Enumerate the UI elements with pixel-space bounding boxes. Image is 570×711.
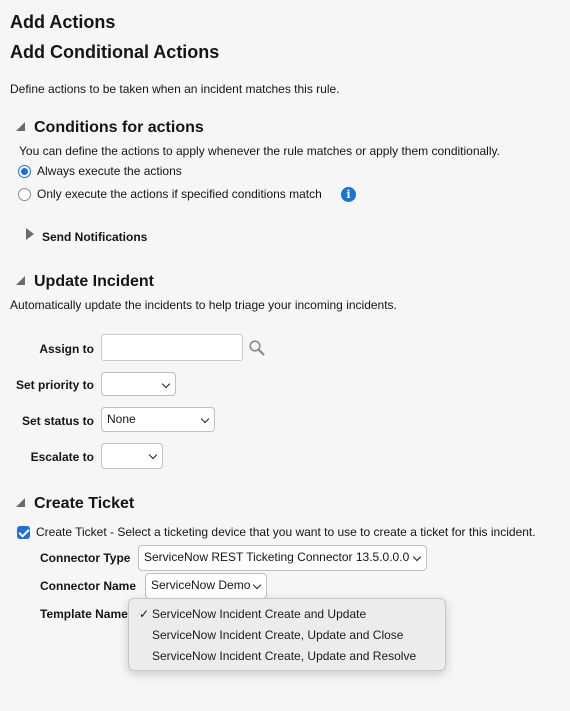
info-icon[interactable]: i [341, 187, 356, 202]
escalate-label: Escalate to [30, 450, 94, 464]
chevron-down-icon [201, 415, 209, 423]
connector-name-value: ServiceNow Demo [151, 578, 251, 592]
connector-name-label: Connector Name [40, 579, 137, 593]
page-description: Define actions to be taken when an incident matches this rule. [10, 82, 340, 96]
dropdown-option[interactable]: ServiceNow Incident Create, Update and Close [152, 628, 404, 642]
conditions-description: You can define the actions to apply whenever the rule matches or apply them conditionally. [19, 144, 500, 158]
dropdown-option[interactable]: ServiceNow Incident Create, Update and Resolve [152, 649, 417, 663]
assign-to-input[interactable] [101, 334, 243, 361]
create-ticket-title[interactable]: Create Ticket [34, 495, 135, 512]
connector-type-label: Connector Type [40, 551, 131, 565]
connector-type-select[interactable] [138, 545, 427, 571]
collapse-triangle-icon[interactable] [16, 498, 25, 507]
status-select-value: None [107, 412, 136, 426]
radio-always-execute[interactable] [18, 165, 31, 178]
set-status-label: Set status to [21, 414, 94, 428]
escalate-select[interactable] [101, 443, 163, 469]
connector-type-value: ServiceNow REST Ticketing Connector 13.5.0.0.0 [144, 550, 410, 564]
template-name-label: Template Name [40, 607, 128, 621]
collapse-triangle-icon[interactable] [16, 276, 25, 285]
chevron-down-icon [253, 581, 261, 589]
page-subtitle: Add Conditional Actions [10, 42, 220, 62]
radio-conditional-execute[interactable] [18, 188, 31, 201]
set-priority-label: Set priority to [15, 378, 94, 392]
radio-always-execute-label[interactable]: Always execute the actions [37, 164, 182, 178]
status-select[interactable] [101, 407, 215, 432]
template-name-dropdown-menu[interactable] [128, 598, 446, 671]
connector-name-select[interactable] [145, 573, 267, 599]
collapse-triangle-icon[interactable] [16, 122, 25, 131]
assign-to-label: Assign to [39, 342, 94, 356]
update-incident-description: Automatically update the incidents to help triage your incoming incidents. [10, 298, 397, 312]
priority-select[interactable] [101, 372, 176, 396]
create-ticket-checkbox-label[interactable]: Create Ticket - Select a ticketing device that you want to use to create a ticket for this incident. [36, 525, 536, 539]
expand-triangle-icon[interactable] [26, 228, 34, 240]
chevron-down-icon [149, 451, 157, 459]
search-icon[interactable] [248, 339, 266, 357]
chevron-down-icon [162, 380, 170, 388]
send-notifications-title[interactable]: Send Notifications [42, 230, 148, 244]
radio-conditional-execute-label[interactable]: Only execute the actions if specified conditions match [37, 187, 322, 201]
checkmark-icon: ✓ [139, 607, 150, 621]
conditions-section-title[interactable]: Conditions for actions [34, 119, 204, 136]
update-incident-title[interactable]: Update Incident [34, 273, 155, 290]
chevron-down-icon [413, 553, 421, 561]
create-ticket-checkbox[interactable] [17, 526, 30, 539]
page-title: Add Actions [10, 12, 116, 32]
dropdown-option[interactable]: ServiceNow Incident Create and Update [152, 607, 367, 621]
